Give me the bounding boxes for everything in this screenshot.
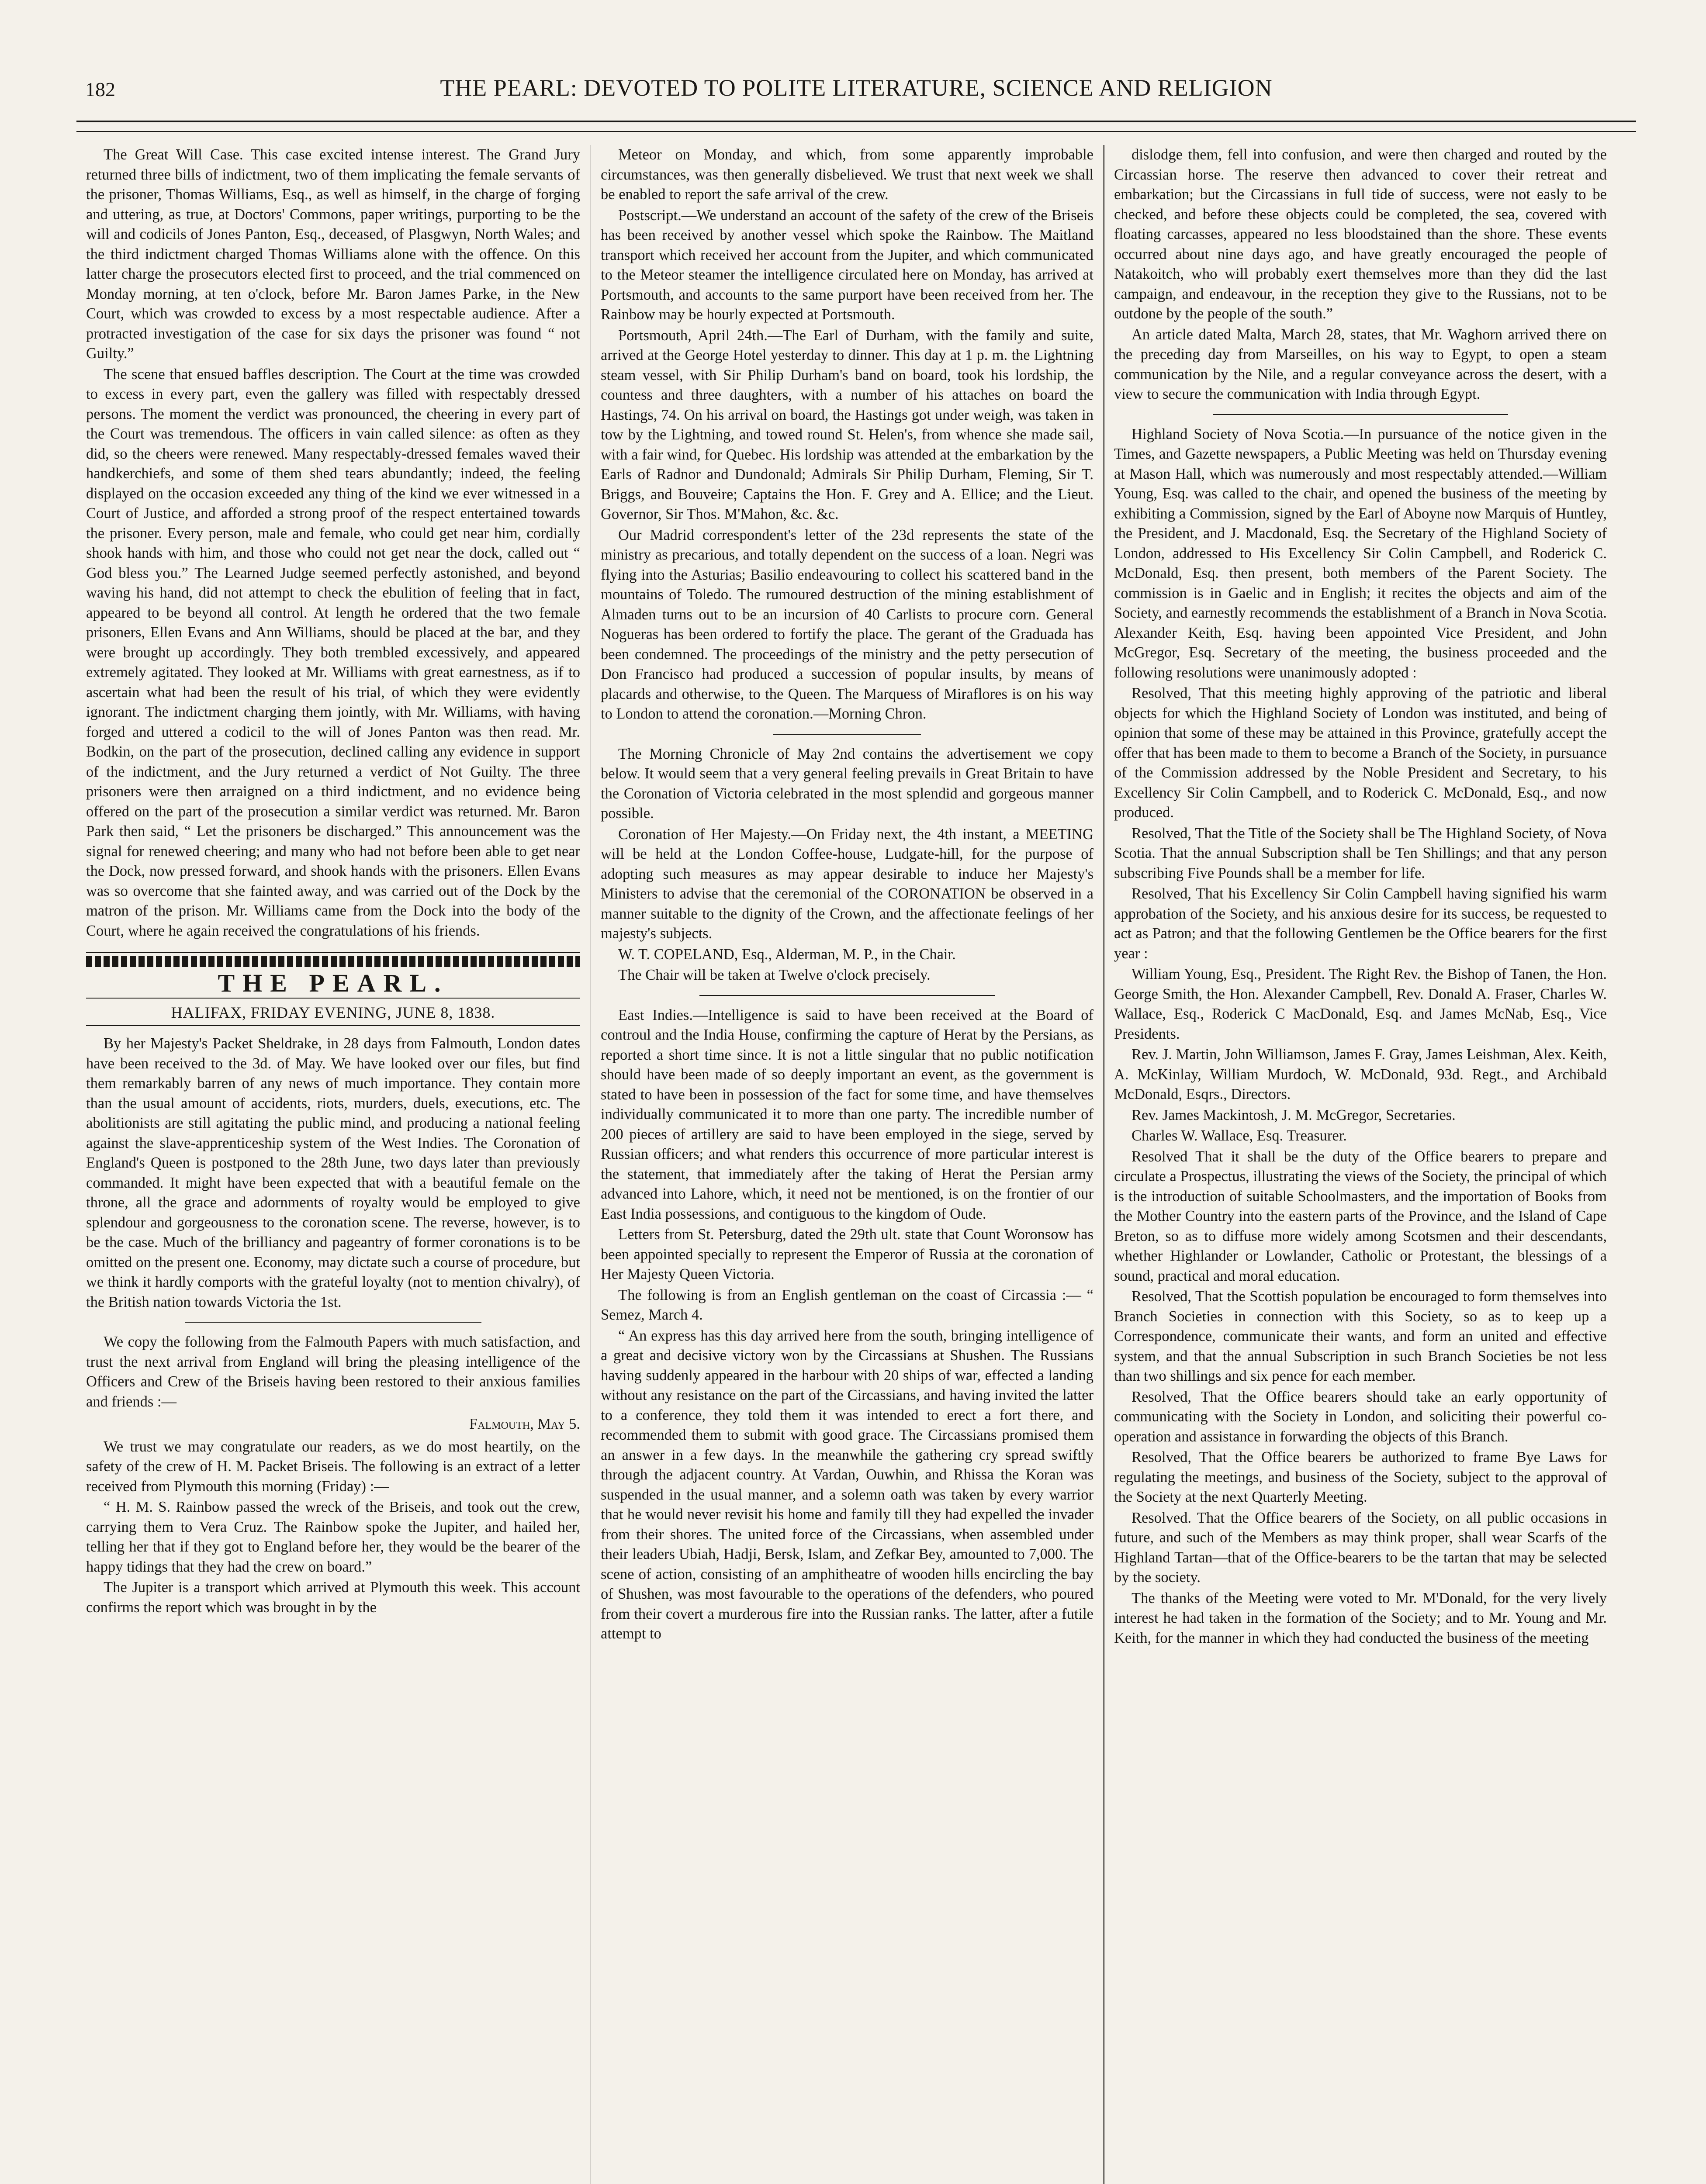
article-great-will-case: The Great Will Case. This case excited intense interest. The Grand Jury returned three bills of indictment, two of them implicating the female servants of the prisoner, Thomas Williams, Esq., as well as himself, in the charge of forging and uttering, as true, at Doctors' Commons, paper writings, purporting to be the will and codicils of Jones Panton, Esq., deceased, of Plasgwyn, North Wales; and the third indictment charged Thomas Williams alone with the offence. On this latter charge the prosecutors elected first to proceed, and the trial commenced on Monday morning, at ten o'clock, before Mr. Baron James Parke, in the New Court, which was crowded to excess by a most respectable audience. After a protracted investigation of the case for six days the prisoner was found “ not Guilty.” [86, 146, 580, 362]
resolution: Resolved, That his Excellency Sir Colin Campbell having signified his warm approbation of the Society, and his anxious desire for its success, be requested to act as Patron; and that the following Gentlemen be the Office bearers for the first year : [1114, 885, 1607, 962]
section-divider [185, 1322, 481, 1323]
column-2 [590, 145, 1103, 2184]
article-madrid: Our Madrid correspondent's letter of the 23d represents the state of the ministry as precarious, and totally dependent on the success of a loan. Negri was flying into the Asturias; Basilio endeavouring to collect his scattered band in the mountains of Toledo. The rumoured destruction of the mining establishment of Almaden turns out to be an incursion of 40 Carlists to procure corn. General Nogueras has been ordered to fortify the place. The gerant of the Graduada has been condemned. The proceedings of the ministry and the petty persecution of Don Francisco had produced a succession of popular insults, by means of placards and otherwise, to the Queen. The Marquess of Miraflores is on his way to London to attend the coronation.—Morning Chron. [601, 526, 1094, 722]
masthead-title: THE PEARL. [218, 969, 449, 997]
article-paragraph: The scene that ensued baffles description. The Court at the time was crowded to excess in every part, even the gallery was filled with respectably dressed persons. The moment the verdict was pronounced, the cheering in every part of the Court was tremendous. The officers in vain called silence: as often as they did, so the cheers were renewed. Many respectably-dressed females waved their handkerchiefs, and some of them shed tears abundantly; indeed, the feeling displayed on the occasion exceeded any thing of the kind we ever witnessed in a Court of Justice, and afforded a strong proof of the respect entertained towards the prisoner. Every person, male and female, who could get near him, cordially shook hands with him, and those who could not get near the dock, called out “ God bless you.” The Learned Judge seemed perfectly astonished, and beyond waving his hand, did not attempt to check the ebulition of feeling that in fact, appeared to be beyond all control. At length he ordered that the two female prisoners, Ellen Evans and Ann Williams, should be placed at the bar, and they were brought up accordingly. They both trembled excessively, and appeared extremely agitated. They looked at Mr. Williams with great earnestness, as if to ascertain what had been the result of his trial, of which they were evidently ignorant. The indictment charging them jointly, with Mr. Williams, with having forged and uttered a codicil to the will of Jones Panton was then read. Mr. Bodkin, on the part of the prosecution, declined calling any evidence in support of the indictment, and the Jury returned a verdict of Not Guilty. The three prisoners were then arraigned on a third indictment, and no evidence being offered on the part of the prosecution a similar verdict was returned. Mr. Baron Park then said, “ Let the prisoners be discharged.” This announcement was the signal for renewed cheering; and many who had not before been able to get near the Dock, now pressed forward, and shook hands with the prisoners. Ellen Evans was so overcome that she fainted away, and was carried out of the Dock by the matron of the prison. Mr. Williams came from the Dock into the body of the Court, where he again received the congratulations of his friends. [86, 366, 580, 939]
masthead-rule [86, 998, 580, 999]
directors-list: Rev. J. Martin, John Williamson, James F. Gray, James Leishman, Alex. Keith, A. McKinlay, William Murdoch, W. McDonald, 93d. Regt., and Archibald McDonald, Esqrs., Directors. [1114, 1046, 1607, 1102]
section-divider [1213, 414, 1509, 415]
resolution: Resolved That it shall be the duty of the Office bearers to prepare and circulate a Prospectus, illustrating the views of the Society, the principal of which is the introduction of suitable Schoolmasters, and the importation of Books from the Mother Country into the eastern parts of the Province, and the Island of Cape Breton, so as to diffuse more widely among Scotsmen and their descendants, whether Highlander or Lowlander, Catholic or Protestant, the blessings of a sound, practical and moral education. [1114, 1148, 1607, 1284]
article-morning-chronicle: The Morning Chronicle of May 2nd contains the advertisement we copy below. It would seem that a very general feeling prevails in Great Britain to have the Coronation of Victoria celebrated in the most splendid and gorgeous manner possible. [601, 745, 1094, 822]
column-3 [1103, 145, 1616, 2184]
chair-time-notice: The Chair will be taken at Twelve o'clock precisely. [618, 967, 931, 983]
resolution: Resolved. That the Office bearers of the Society, on all public occasions in future, and such of the Members as may think proper, shall wear Scarfs of the Highland Tartan—that of the Office-bearers to be the tartan that may be selected by the society. [1114, 1509, 1607, 1586]
article-paragraph: Meteor on Monday, and which, from some apparently improbable circumstances, was then generally disbelieved. We trust that next week we shall be enabled to report the safe arrival of the crew. [601, 146, 1094, 203]
article-paragraph: The thanks of the Meeting were voted to Mr. M'Donald, for the very lively interest he had taken in the formation of the Society; and to Mr. Young and Mr. Keith, for the manner in which they had conducted the business of the meeting [1114, 1590, 1607, 1646]
falmouth-dateline: Falmouth, May 5. [469, 1416, 580, 1432]
page-number: 182 [85, 78, 115, 100]
resolution: Resolved, That this meeting highly approving of the patriotic and liberal objects for which the Highland Society of London was instituted, and being of opinion that some of these may be attained in this Province, gratefully accept the offer that has been made to them to become a Branch of the Society, in pursuance of the Commission addressed by the Noble President and Secretary, to his Excellency Sir Colin Campbell, and to Roderick C. McDonald, Esq., and now produced. [1114, 685, 1607, 821]
chair-notice: W. T. COPELAND, Esq., Alderman, M. P., in the Chair. [618, 946, 956, 963]
masthead-rule [86, 952, 580, 953]
article-east-indies: East Indies.—Intelligence is said to have been received at the Board of controul and the India House, confirming the capture of Herat by the Persians, as reported a short time since. It is not a little singular that no public notification should have been made of so deeply important an event, as the government is stated to have been in possession of the fact for some time, and have themselves individually communicated it to more than one party. The incredible number of 200 pieces of artillery are said to have been employed in the siege, served by Russian officers; and what renders this occurrence of more particular interest is the statement, that immediately after the taking of Herat the Persian army advanced into Lahore, which, it need not be mentioned, is on the frontier of our East India possessions, and contiguous to the kingdom of Oude. [601, 1006, 1094, 1222]
article-paragraph: The Jupiter is a transport which arrived at Plymouth this week. This account confirms the report which was brought in by the [86, 1579, 580, 1616]
masthead-dateline: HALIFAX, FRIDAY EVENING, JUNE 8, 1838. [171, 1003, 495, 1021]
article-portsmouth: Portsmouth, April 24th.—The Earl of Durham, with the family and suite, arrived at the George Hotel yesterday to dinner. This day at 1 p. m. the Lightning steam vessel, with Sir Philip Durham's band on board, took his lordship, the countess and three daughters, with a number of his attaches on board the Hastings, 74. On his arrival on board, the Hastings got under weigh, was taken in tow by the Lightning, and towed round St. Helen's, from whence she made sail, with a fair wind, for Quebec. His lordship was attended at the embarkation by the Earls of Radnor and Dundonald; Admirals Sir Philip Durham, Fleming, Sir T. Briggs, and Bouveire; Captains the Hon. F. Grey and A. Ellice; and the Lieut. Governor, Sir Thos. M'Mahon, &c. &c. [601, 327, 1094, 522]
article-circassia-quote: “ An express has this day arrived here from the south, bringing intelligence of a great and decisive victory won by the Circassians at Shushen. The Russians having suddenly appeared in the harbour with 20 ships of war, effected a landing without any resistance on the part of the Circassians, and having invited the latter to a conference, they told them it was intended to erect a fort there, and recommended them to submit with good grace. The Circassians promised them an answer in a few days. In the meanwhile the gathering cry spread swiftly through the adjacent country. At Vardan, Ouwhin, and Rhissa the Koran was suspended in the usual manner, and a solemn oath was taken by every warrior that he would never revisit his home and family till they had expelled the invader from their shores. The united force of the Circassians, when assembled under their leaders Ubiah, Hadji, Bersk, Islam, and Zefkar Bey, amounted to 7,000. The scene of action, consisting of an amphitheatre of wooden hills encircling the bay of Shushen, was most favourable to the operations of the defenders, who poured from their covert a murderous fire into the Russian ranks. The latter, after a futile attempt to [601, 1327, 1094, 1642]
masthead [86, 952, 580, 1026]
article-falmouth-intro: We copy the following from the Falmouth Papers with much satisfaction, and trust the next arrival from England will bring the pleasing intelligence of the Officers and Crew of the Briseis having been restored to their anxious families and friends :— [86, 1334, 580, 1410]
treasurer-line: Charles W. Wallace, Esq. Treasurer. [1132, 1127, 1347, 1144]
article-coronation: Coronation of Her Majesty.—On Friday next, the 4th instant, a MEETING will be held at the London Coffee-house, Ludgate-hill, for the purpose of adopting such measures as may appear desirable to induce her Majesty's Ministers to advise that the ceremonial of the CORONATION be observed in a manner suitable to the dignity of the Crown, and the affectionate feelings of her majesty's subjects. [601, 826, 1094, 942]
article-paragraph: dislodge them, fell into confusion, and were then charged and routed by the Circassian horse. The reserve then advanced to cover their retreat and embarkation; but the Circassians in full tide of success, were not easly to be checked, and before these objects could be completed, the sea, covered with floating carcasses, appeared no less bloodstained than the shore. These events occurred about nine days ago, and have greatly encouraged the people of Natakoitch, who will probably exert themselves more than they did the last campaign, and endeavour, in the reception they give to the Russians, not to be outdone by the people of the south.” [1114, 146, 1607, 322]
office-bearers-list: William Young, Esq., President. The Right Rev. the Bishop of Tanen, the Hon. George Smith, the Hon. Alexander Campbell, Rev. Donald A. Fraser, Charles W. Wallace, Esq., Roderick C MacDonald, Esq. and James McNab, Esq., Vice Presidents. [1114, 966, 1607, 1042]
article-highland-society: Highland Society of Nova Scotia.—In pursuance of the notice given in the Times, and Gazette newspapers, a Public Meeting was held on Thursday evening at Mason Hall, which was numerously and most respectably attended.—William Young, Esq. was called to the chair, and opened the business of the meeting by exhibiting a Commission, signed by the Earl of Aboyne now Marquis of Huntley, the President, and J. Macdonald, Esq. the Secretary of the Highland Society of London, addressed to His Excellency Sir Colin Campbell, and Roderick C. McDonald, Esq. then present, both members of the Parent Society. The commission is in Gaelic and in English; it recites the objects and aim of the Society, and earnestly recommends the establishment of a Branch in Nova Scotia. Alexander Keith, Esq. having been appointed Vice President, and John McGregor, Esq. Secretary of the meeting, the business proceeded and the following resolutions were unanimously adopted : [1114, 425, 1607, 681]
article-postscript: Postscript.—We understand an account of the safety of the crew of the Briseis has been received by another vessel which spoke the Rainbow. The Maitland transport which received her account from the Jupiter, and which communicated to the Meteor steamer the intelligence circulated here on Monday, has arrived at Portsmouth, and accounts to the same purport have been received from her. The Rainbow may be hourly expected at Portsmouth. [601, 207, 1094, 323]
running-head: THE PEARL: DEVOTED TO POLITE LITERATURE, SCIENCE AND RELIGION [440, 75, 1273, 101]
columns [76, 145, 1636, 2184]
page-header [76, 74, 1636, 109]
column-1 [76, 145, 590, 2184]
resolution: Resolved, That the Office bearers be authorized to frame Bye Laws for regulating the meetings, and business of the Society, subject to the approval of the Society at the next Quarterly Meeting. [1114, 1449, 1607, 1505]
section-divider [773, 734, 921, 735]
masthead-ornament [86, 956, 580, 967]
masthead-rule [86, 1025, 580, 1026]
article-paragraph: We trust we may congratulate our readers, as we do most heartily, on the safety of the crew of H. M. Packet Briseis. The following is an extract of a letter received from Plymouth this morning (Friday) :— [86, 1438, 580, 1495]
resolution: Resolved, That the Office bearers should take an early opportunity of communicating with the Society in London, and soliciting their powerful co-operation and assistance in forwarding the objects of this Branch. [1114, 1388, 1607, 1445]
secretaries-list: Rev. James Mackintosh, J. M. McGregor, Secretaries. [1132, 1106, 1456, 1123]
article-malta: An article dated Malta, March 28, states, that Mr. Waghorn arrived there on the preceding day from Marseilles, on his way to Egypt, to open a steam communication by the Nile, and a regular conveyance across the desert, with a view to secure the communication with India through Egypt. [1114, 326, 1607, 402]
header-rule [76, 121, 1636, 132]
resolution: Resolved, That the Title of the Society shall be The Highland Society, of Nova Scotia. That the annual Subscription shall be Ten Shillings; and that any person subscribing Five Pounds shall be a member for life. [1114, 825, 1607, 881]
article-news-summary: By her Majesty's Packet Sheldrake, in 28 days from Falmouth, London dates have been received to the 3d. of May. We have looked over our files, but find them remarkably barren of any news of much importance. They contain more than the usual amount of accidents, riots, murders, duels, executions, etc. The abolitionists are still agitating the public mind, and producing a national feeling against the slave-apprenticeship system of the West Indies. The Coronation of England's Queen is postponed to the 28th June, two days later than previously commanded. It might have been expected that with a beautiful female on the throne, all the grace and adornments of royalty would be employed to give splendour and gorgeousness to the coronation scene. The reverse, however, is to be the case. Much of the brilliancy and pageantry of former coronations is to be omitted on the present one. Economy, may dictate such a course of procedure, but we think it hardly comports with the grateful loyalty (not to mention chivalry), of the British nation towards Victoria the 1st. [86, 1035, 580, 1310]
article-quote: “ H. M. S. Rainbow passed the wreck of the Briseis, and took out the crew, carrying them to Vera Cruz. The Rainbow spoke the Jupiter, and hailed her, telling her that if they got to England before her, they would be the bearer of the happy tidings that they had the crew on board.” [86, 1499, 580, 1575]
resolution: Resolved, That the Scottish population be encouraged to form themselves into Branch Societies in connection with this Society, so as to keep up a Correspondence, communicate their wants, and form an united and effective system, and that the annual Subscription in such Branch Societies be not less than two shillings and six pence for each member. [1114, 1288, 1607, 1384]
article-circassia-intro: The following is from an English gentleman on the coast of Circassia :— “ Semez, March 4. [601, 1286, 1094, 1323]
section-divider [699, 995, 995, 996]
article-st-petersburg: Letters from St. Petersburg, dated the 29th ult. state that Count Woronsow has been appointed specially to represent the Emperor of Russia at the coronation of Her Majesty Queen Victoria. [601, 1226, 1094, 1282]
